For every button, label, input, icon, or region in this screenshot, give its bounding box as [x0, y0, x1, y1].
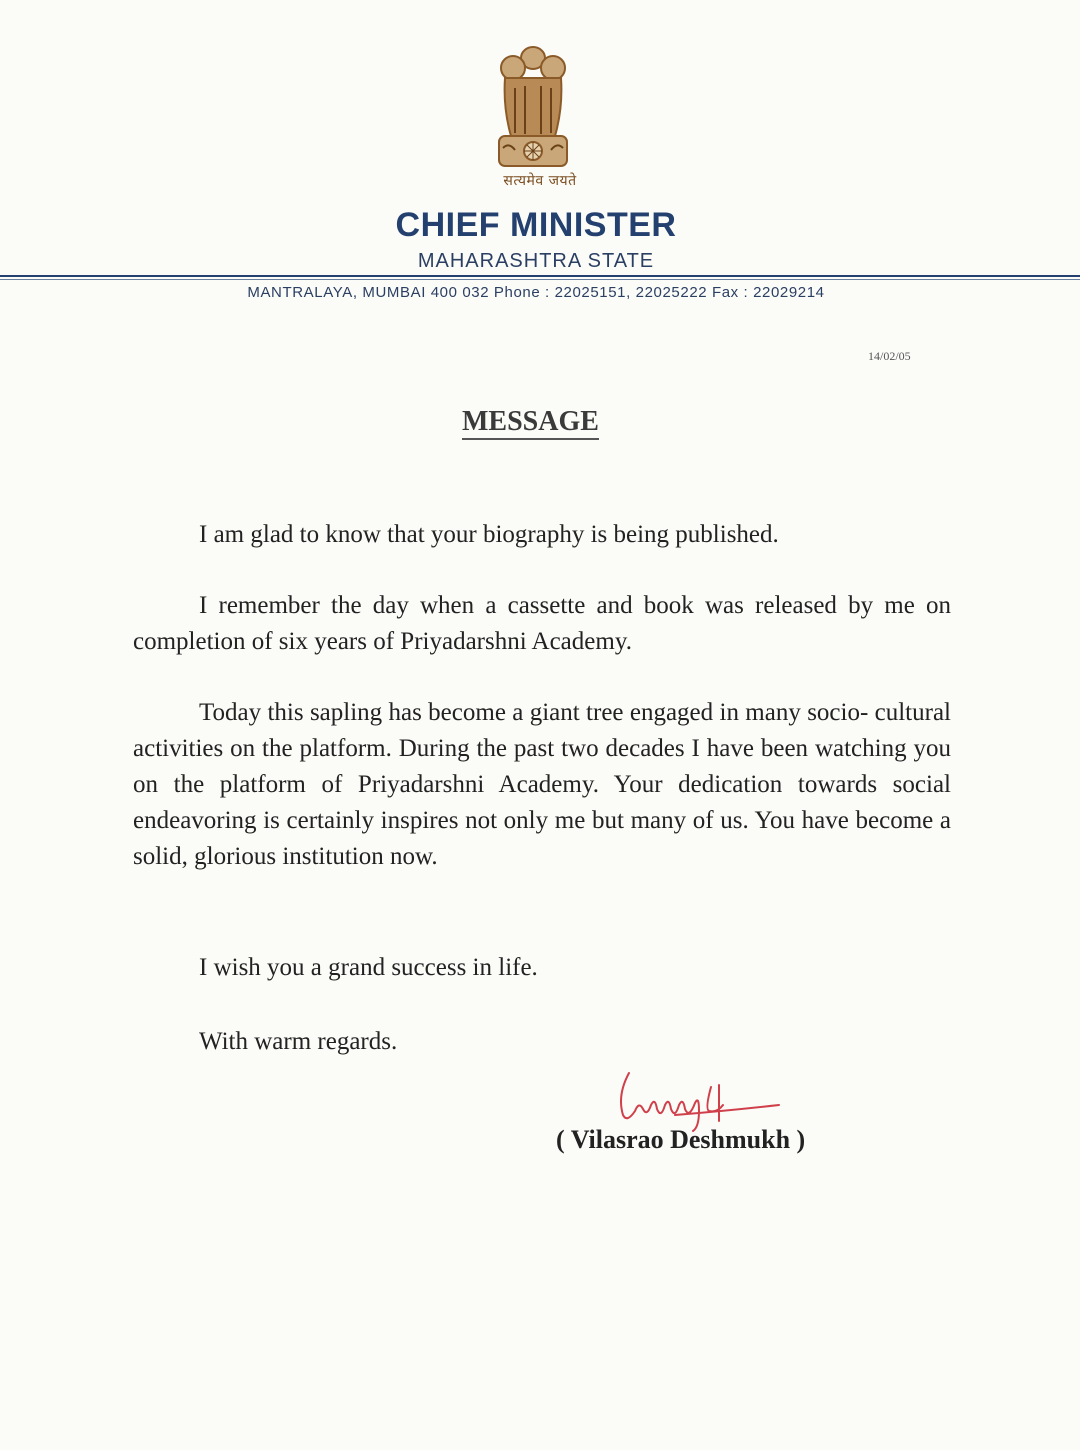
letterhead-address: MANTRALAYA, MUMBAI 400 032 Phone : 22025151, 22025222 Fax : 22029214: [247, 284, 825, 301]
letter-heading: MESSAGE: [462, 406, 599, 440]
letter-paragraph: With warm regards.: [199, 1028, 398, 1055]
letter-paragraph: I remember the day when a cassette and book was released by me on completion of six years of Priyadarshni Academy.: [133, 592, 951, 655]
letterhead-divider: [0, 275, 1080, 277]
letter-date: 14/02/05: [868, 349, 911, 363]
letterhead-subtitle: MAHARASHTRA STATE: [417, 250, 655, 272]
letter-paragraph: I am glad to know that your biography is being published.: [199, 521, 779, 548]
state-emblem-icon: [485, 38, 581, 178]
letter-paragraph: Today this sapling has become a giant tree engaged in many socio- cultural activities on the platform. During the past two decades I have been watching you on the platform of Priyadarshni Academy. Your dedication towards social endeavoring is certainly inspires not only me but many of us. You have become a solid, glorious institution now.: [133, 699, 951, 870]
letterhead-divider-thin: [0, 279, 1080, 280]
letter-paragraph: I wish you a grand success in life.: [199, 954, 538, 981]
letterhead-title: CHIEF MINISTER: [395, 206, 677, 244]
signatory-name: ( Vilasrao Deshmukh ): [556, 1125, 806, 1154]
national-motto: सत्यमेव जयते: [503, 173, 577, 189]
